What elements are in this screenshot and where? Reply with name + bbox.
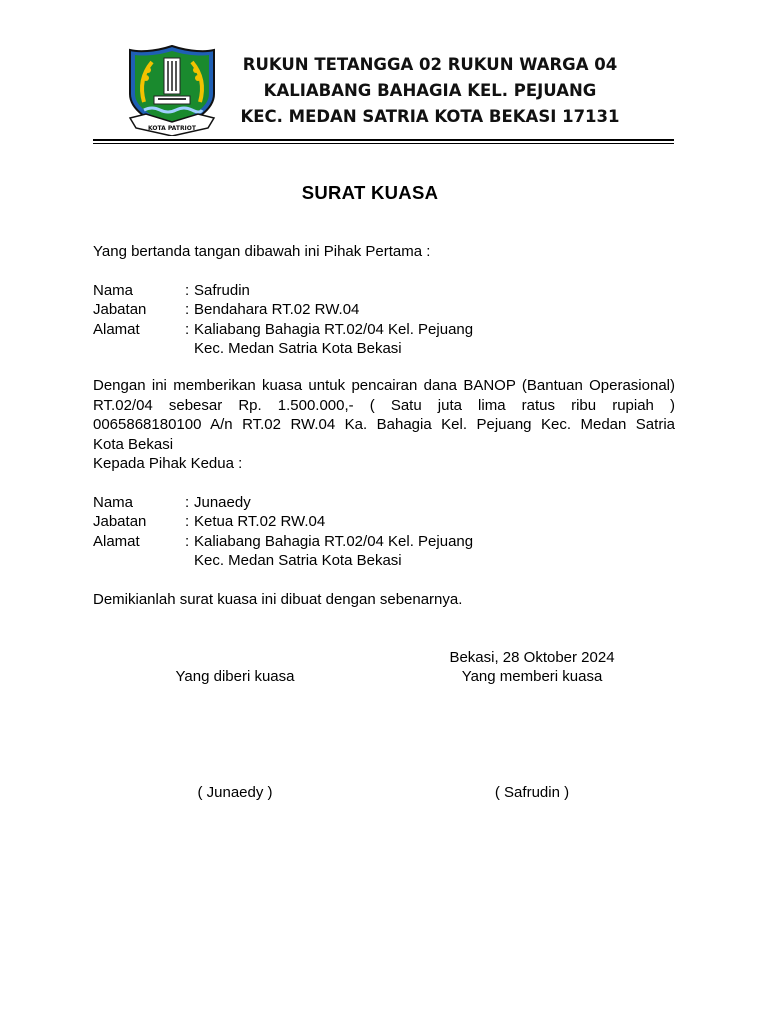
kota-bekasi-emblem-logo bbox=[124, 44, 220, 136]
first-party-address-line-1: Kaliabang Bahagia RT.02/04 Kel. Pejuang bbox=[194, 321, 474, 338]
second-party-name: Junaedy bbox=[194, 494, 251, 511]
letterhead-line-2: KALIABANG BAHAGIA KEL. PEJUANG bbox=[263, 81, 597, 100]
field-label: Alamat bbox=[93, 321, 140, 338]
paragraph-line: RT.02/04 sebesar Rp. 1.500.000,- ( Satu juta lima ratus ribu rupiah ) bbox=[93, 396, 675, 414]
letterhead-line-3: KEC. MEDAN SATRIA KOTA BEKASI 17131 bbox=[240, 107, 620, 126]
field-label: Alamat bbox=[93, 533, 140, 550]
first-party-name: Safrudin bbox=[194, 282, 250, 299]
field-colon: : bbox=[185, 282, 190, 299]
field-colon: : bbox=[185, 321, 190, 338]
field-colon: : bbox=[185, 533, 190, 550]
signature-caption-right: Yang memberi kuasa bbox=[461, 668, 603, 685]
second-party-position: Ketua RT.02 RW.04 bbox=[194, 513, 326, 530]
paragraph-line: Dengan ini memberikan kuasa untuk pencairan dana BANOP (Bantuan Operasional) bbox=[93, 377, 675, 394]
closing-statement: Demikianlah surat kuasa ini dibuat dengan sebenarnya. bbox=[93, 591, 463, 608]
intro-text: Yang bertanda tangan dibawah ini Pihak Pertama : bbox=[93, 243, 431, 260]
second-party-address-line-2: Kec. Medan Satria Kota Bekasi bbox=[194, 552, 402, 569]
letterhead-divider-thin bbox=[93, 143, 674, 144]
letterhead-block bbox=[230, 52, 630, 130]
letterhead-divider-thick bbox=[93, 139, 674, 141]
signature-caption-left: Yang diberi kuasa bbox=[175, 668, 295, 685]
paragraph-line: Kota Bekasi bbox=[93, 435, 174, 453]
first-party-position: Bendahara RT.02 RW.04 bbox=[194, 301, 360, 318]
field-label: Nama bbox=[93, 494, 134, 511]
second-party-intro: Kepada Pihak Kedua : bbox=[93, 455, 243, 472]
signatory-name-left: ( Junaedy ) bbox=[197, 784, 273, 801]
field-label: Jabatan bbox=[93, 513, 147, 530]
field-colon: : bbox=[185, 513, 190, 530]
paragraph-line: 0065868180100 A/n RT.02 RW.04 Ka. Bahagia Kel. Pejuang Kec. Medan Satria bbox=[93, 416, 675, 433]
letterhead-line-1: RUKUN TETANGGA 02 RUKUN WARGA 04 bbox=[242, 55, 618, 74]
second-party-address-line-1: Kaliabang Bahagia RT.02/04 Kel. Pejuang bbox=[194, 533, 474, 550]
logo-ribbon-text: KOTA PATRIOT bbox=[147, 125, 197, 132]
field-colon: : bbox=[185, 494, 190, 511]
field-label: Nama bbox=[93, 282, 134, 299]
field-colon: : bbox=[185, 301, 190, 318]
first-party-address-line-2: Kec. Medan Satria Kota Bekasi bbox=[194, 340, 402, 357]
authorization-paragraph bbox=[93, 376, 675, 474]
place-and-date: Bekasi, 28 Oktober 2024 bbox=[449, 649, 615, 666]
document-title: SURAT KUASA bbox=[301, 182, 439, 203]
field-label: Jabatan bbox=[93, 301, 147, 318]
signatory-name-right: ( Safrudin ) bbox=[494, 784, 570, 801]
